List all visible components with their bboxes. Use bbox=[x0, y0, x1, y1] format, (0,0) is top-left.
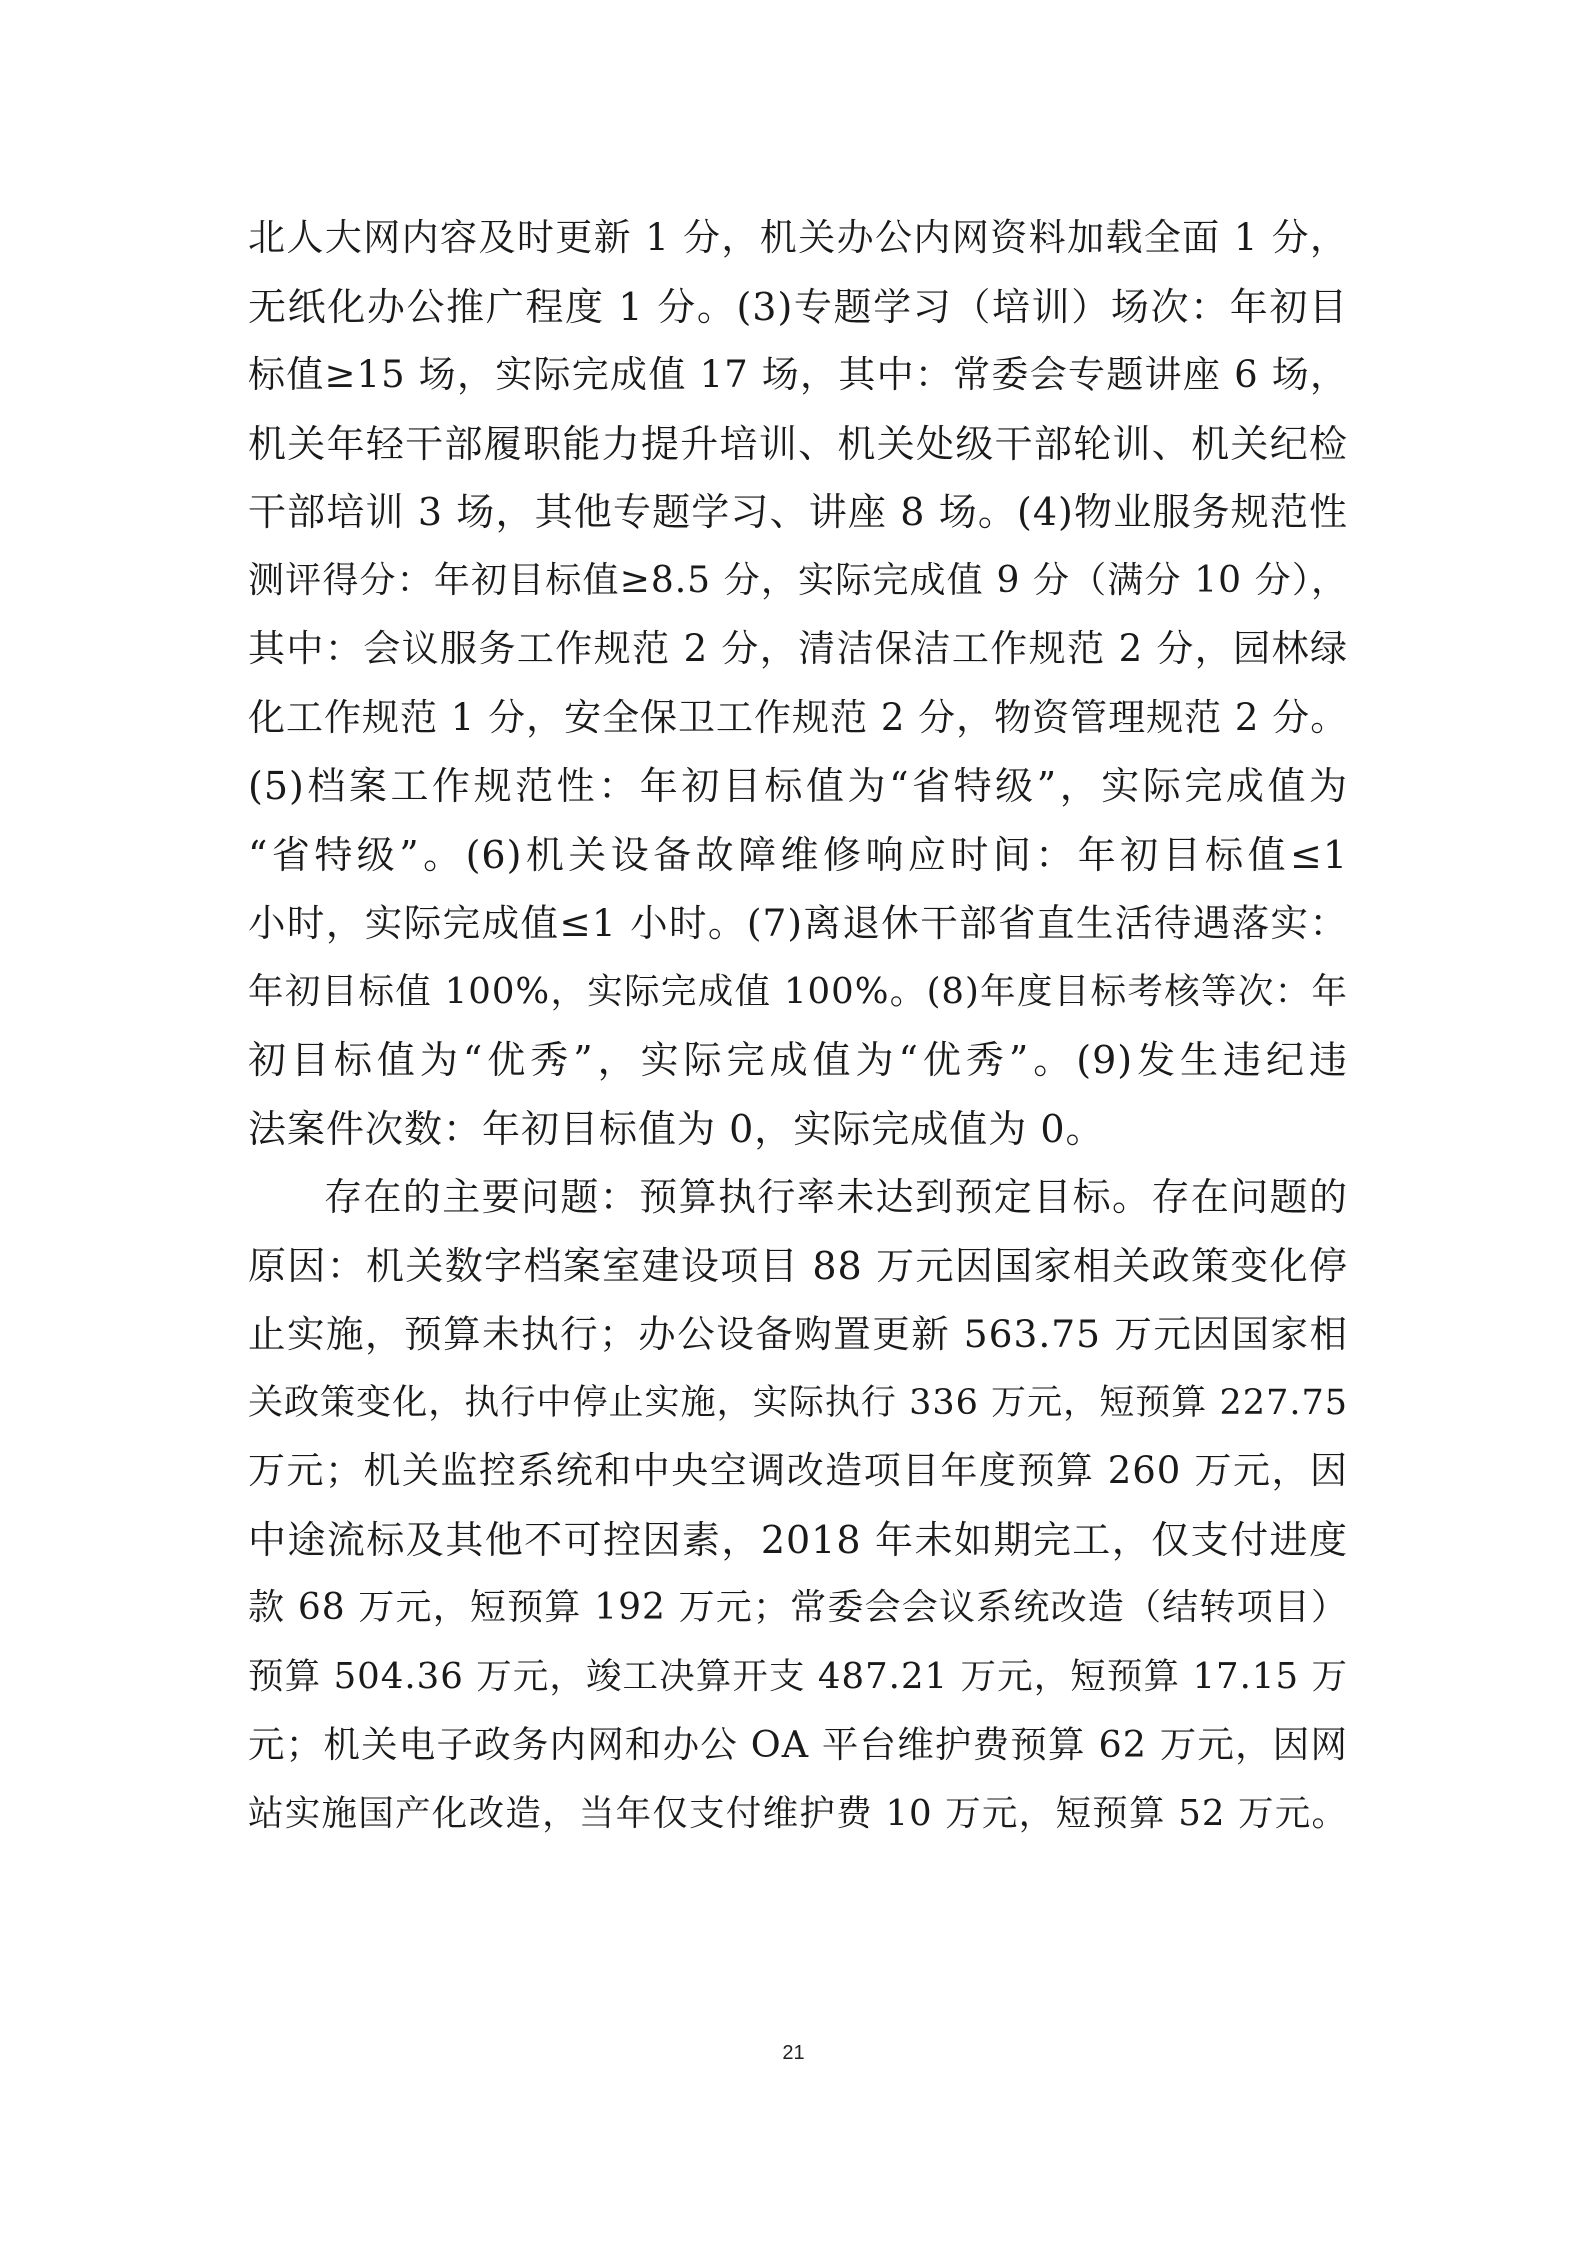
text-line: 初目标值为“优秀”，实际完成值为“优秀”。(9)发生违纪违 bbox=[248, 1038, 1348, 1082]
text-line: 万元；机关监控系统和中央空调改造项目年度预算 260 万元，因 bbox=[248, 1449, 1348, 1492]
text-line: 关政策变化，执行中停止实施，实际执行 336 万元，短预算 227.75 bbox=[248, 1382, 1348, 1423]
text-line: 测评得分：年初目标值≥8.5 分，实际完成值 9 分（满分 10 分）， bbox=[248, 559, 1348, 601]
text-line: 元；机关电子政务内网和办公 OA 平台维护费预算 62 万元，因网 bbox=[248, 1723, 1348, 1766]
text-line: (5)档案工作规范性：年初目标值为“省特级”，实际完成值为 bbox=[248, 764, 1348, 808]
text-line: 款 68 万元，短预算 192 万元；常委会会议系统改造（结转项目） bbox=[248, 1587, 1348, 1628]
text-line: 干部培训 3 场，其他专题学习、讲座 8 场。(4)物业服务规范性 bbox=[248, 490, 1348, 534]
text-line: 中途流标及其他不可控因素，2018 年未如期完工，仅支付进度 bbox=[248, 1517, 1348, 1562]
text-line: 无纸化办公推广程度 1 分。(3)专题学习（培训）场次：年初目 bbox=[248, 284, 1348, 329]
text-line: “省特级”。(6)机关设备故障维修响应时间：年初目标值≤1 bbox=[248, 832, 1348, 877]
body-text bbox=[248, 204, 1348, 1848]
text-line: 原因：机关数字档案室建设项目 88 万元因国家相关政策变化停 bbox=[248, 1243, 1348, 1288]
text-line: 止实施，预算未执行；办公设备购置更新 563.75 万元因国家相 bbox=[248, 1312, 1348, 1356]
paragraph-1 bbox=[248, 204, 1348, 1163]
text-line: 站实施国产化改造，当年仅支付维护费 10 万元，短预算 52 万元。 bbox=[248, 1792, 1348, 1834]
text-line: 法案件次数：年初目标值为 0，实际完成值为 0。 bbox=[248, 1106, 1105, 1151]
text-line: 其中：会议服务工作规范 2 分，清洁保洁工作规范 2 分，园林绿 bbox=[248, 627, 1348, 670]
paragraph-2 bbox=[248, 1163, 1348, 1848]
text-line: 年初目标值 100%，实际完成值 100%。(8)年度目标考核等次：年 bbox=[248, 970, 1348, 1012]
text-line: 机关年轻干部履职能力提升培训、机关处级干部轮训、机关纪检 bbox=[248, 421, 1348, 466]
text-line: 存在的主要问题：预算执行率未达到预定目标。存在问题的 bbox=[324, 1175, 1348, 1219]
text-line: 化工作规范 1 分，安全保卫工作规范 2 分，物资管理规范 2 分。 bbox=[248, 695, 1349, 739]
text-line: 北人大网内容及时更新 1 分，机关办公内网资料加载全面 1 分， bbox=[248, 216, 1348, 259]
page-number: 21 bbox=[782, 2042, 805, 2064]
text-line: 标值≥15 场，实际完成值 17 场，其中：常委会专题讲座 6 场， bbox=[248, 353, 1348, 396]
text-line: 小时，实际完成值≤1 小时。(7)离退休干部省直生活待遇落实： bbox=[248, 901, 1348, 945]
text-line: 预算 504.36 万元，竣工决算开支 487.21 万元，短预算 17.15 万 bbox=[248, 1655, 1348, 1697]
